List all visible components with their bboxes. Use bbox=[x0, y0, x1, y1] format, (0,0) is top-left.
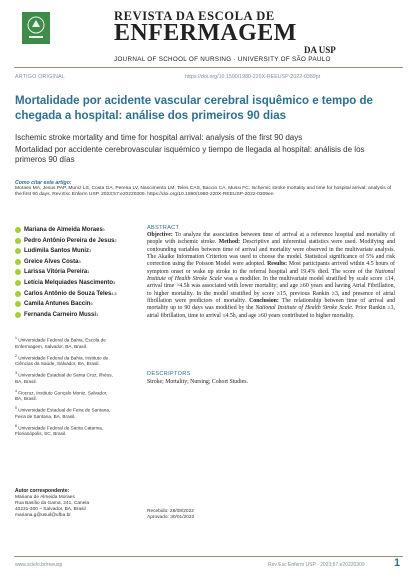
method-text: Descriptive and inferential statistics were used. Modifying and confounding variables between time of arrival and mortality were observed in the multivariate analysis. The Akaike Information Criterion was used to choose the model. Statistical significance of 5% and risk correction using the Poisson Model were adopted. bbox=[147, 239, 395, 268]
author-item[interactable] bbox=[15, 299, 135, 310]
affiliation-number: 4 bbox=[15, 388, 17, 393]
author-affiliation-ref: 3 bbox=[89, 249, 92, 254]
journal-name-main: ENFERMAGEM bbox=[114, 20, 297, 46]
affiliation-text: Universidade Federal de Santa Catarina, Florianópolis, SC, Brasil. bbox=[15, 425, 104, 437]
author-item[interactable] bbox=[15, 257, 135, 268]
journal-name-top: REVISTA DA ESCOLA DE bbox=[114, 9, 275, 23]
page-number: 1 bbox=[394, 557, 401, 569]
correspondence-name: Mariana de Almeida Moraes bbox=[15, 495, 75, 500]
footer-citation: Rev Esc Enferm USP · 2023;57:e20220309 bbox=[268, 562, 365, 568]
affiliation-list bbox=[15, 335, 115, 440]
affiliation-item bbox=[15, 388, 115, 403]
author-item[interactable] bbox=[15, 309, 135, 320]
correspondence-email[interactable]: mariana.g@usuil@ufba.br bbox=[15, 513, 71, 518]
approved-date: Aprovado: 30/01/2023 bbox=[147, 515, 195, 520]
orcid-icon[interactable] bbox=[15, 227, 21, 233]
method-label: Method: bbox=[218, 239, 241, 246]
affiliation-number: 6 bbox=[15, 423, 17, 428]
abstract-body bbox=[147, 232, 395, 320]
citation-text: Moraes MA, Jesus PAP, Muniz LS, Costa GA, Pereira LV, Nascimento LM, Teles CAS, Baccin CA, Mussi FC. Ischemic stroke mortality and time for hospital arrival: analysis of the first 90 days. Rev Esc Enferm USP. 2023;57:e20220309. https://doi.org/10.1590/1980-220X-REEUSP-2022-0309en bbox=[15, 186, 392, 198]
results-text-a: Most participants arrived within 4.5 hours of symptom onset or wake up stroke to the referral hospital and 19.4% died. The score of the bbox=[147, 261, 395, 275]
author-affiliation-ref: 1 bbox=[96, 312, 99, 317]
article-title-portuguese: Mortalidade por acidente vascular cerebral isquêmico e tempo de chegada a hospital: análise dos primeiros 90 dias bbox=[15, 95, 373, 122]
author-item[interactable] bbox=[15, 225, 135, 236]
author-item[interactable] bbox=[15, 278, 135, 289]
citation-label: Como citar este artigo: bbox=[15, 180, 72, 186]
correspondence-label: Autor correspondente: bbox=[15, 488, 70, 494]
affiliation-item bbox=[15, 405, 115, 420]
orcid-icon[interactable] bbox=[15, 291, 21, 297]
abstract-heading: ABSTRACT bbox=[147, 225, 180, 231]
affiliation-item bbox=[15, 353, 115, 368]
affiliation-item bbox=[15, 423, 115, 438]
author-affiliation-ref: 6 bbox=[90, 302, 93, 307]
article-type: ARTIGO ORIGINAL bbox=[15, 74, 65, 80]
author-name: Greice Alves Costa bbox=[24, 258, 79, 265]
objective-label: Objective: bbox=[147, 232, 173, 238]
affiliation-text: Universidade Federal da Bahia, Escola de Enfermagem, Salvador, BA, Brasil. bbox=[15, 337, 106, 349]
conclusion-scale-name: National Institute of Health Stroke Scale bbox=[255, 305, 352, 312]
orcid-icon[interactable] bbox=[15, 301, 21, 307]
correspondence-street: Rua Basílio da Gama, 241, Canela bbox=[15, 501, 90, 506]
author-name: Carlos Antônio de Souza Teles bbox=[24, 290, 112, 297]
affiliation-text: Universidade Federal da Bahia, Instituto de Ciências da Saúde, Salvador, BA, Brasil. bbox=[15, 355, 109, 367]
affiliation-item bbox=[15, 370, 115, 385]
orcid-icon[interactable] bbox=[15, 269, 21, 275]
footer-website-link[interactable]: www.scielo.br/reeusp bbox=[15, 562, 63, 568]
descriptors-text: Stroke; Mortality; Nursing; Cohort Studies. bbox=[147, 379, 248, 385]
results-scale-name: National Institute of Health Stroke Scale bbox=[147, 268, 395, 283]
journal-name-usp: DA USP bbox=[304, 45, 336, 55]
author-affiliation-ref: 1 bbox=[102, 228, 105, 233]
affiliation-number: 3 bbox=[15, 371, 17, 376]
affiliation-text: Universidade Estadual de Santa Cruz, Ilhéus, BA, Brasil. bbox=[15, 372, 113, 384]
affiliation-text: Fiocruz, Instituto Gonçalo Moniz, Salvador, BA, Brasil. bbox=[15, 390, 108, 402]
school-seal-icon bbox=[22, 12, 50, 44]
results-text-b: was a modifier. In the multivariate model stratified by scale score ≤14, arrival time >4.5h was associated with lower mortality; and age ≥60 years and having Atrial Fibrillation, to higher mortality. In the model stratified by score ≥15, previous Rankin ≥3, and presence of atrial fibrillation were predictors of mortality. bbox=[147, 276, 395, 305]
descriptors-heading: DESCRIPTORS bbox=[147, 371, 191, 377]
author-name: Ludimila Santos Muniz bbox=[24, 248, 90, 255]
author-list bbox=[15, 225, 135, 320]
author-item[interactable] bbox=[15, 267, 135, 278]
orcid-icon[interactable] bbox=[15, 280, 21, 286]
affiliation-number: 5 bbox=[15, 406, 17, 411]
affiliation-number: 2 bbox=[15, 353, 17, 358]
article-title-english: Ischemic stroke mortality and time for hospital arrival: analysis of the first 90 days bbox=[15, 133, 303, 142]
author-item[interactable] bbox=[15, 288, 135, 299]
conclusion-label: Conclusion: bbox=[249, 298, 279, 305]
correspondence-city: 40231-300 – Salvador, BA, Brasil bbox=[15, 507, 86, 512]
author-name: Letícia Melquiades Nascimento bbox=[24, 280, 114, 286]
header-divider bbox=[14, 67, 403, 68]
doi-link[interactable]: https://doi.org/10.1590/1980-220X-REEUSP-2022-0389pt bbox=[185, 74, 321, 80]
author-name: Pedro Antônio Pereira de Jesus bbox=[24, 237, 115, 244]
conclusion-text-b: . Prior Rankin ≥3, atrial fibrillation, time to arrival ≤4.5h, and age ≥60 years contributed to higher mortality. bbox=[147, 305, 395, 319]
orcid-icon[interactable] bbox=[15, 238, 21, 244]
author-item[interactable] bbox=[15, 236, 135, 247]
article-title-spanish: Mortalidad por accidente cerebrovascular isquémico y tiempo de llegada al hospital: análisis de los primeros 90 días bbox=[15, 145, 365, 164]
author-affiliation-ref: 3 bbox=[113, 281, 116, 285]
results-label: Results: bbox=[267, 261, 288, 268]
affiliation-number: 1 bbox=[15, 336, 17, 340]
footer-divider bbox=[14, 556, 403, 557]
affiliation-item bbox=[15, 335, 115, 350]
author-affiliation-ref: 3 bbox=[78, 259, 81, 264]
received-date: Recebido: 28/08/2022 bbox=[147, 509, 194, 514]
author-name: Larissa Vitória Pereira bbox=[24, 269, 88, 276]
author-affiliation-ref: 1 bbox=[87, 270, 90, 275]
orcid-icon[interactable] bbox=[15, 259, 21, 265]
author-affiliation-ref: 4,5 bbox=[111, 291, 117, 296]
author-name: Camila Antunes Baccin bbox=[24, 301, 91, 308]
orcid-icon[interactable] bbox=[15, 312, 21, 318]
author-name: Mariana de Almeida Moraes bbox=[24, 227, 103, 234]
journal-name-english: JOURNAL OF SCHOOL OF NURSING · UNIVERSITY OF SÃO PAULO bbox=[114, 56, 331, 63]
author-item[interactable] bbox=[15, 246, 135, 257]
conclusion-text-a: The relationship between time of arrival and mortality up to 90 days was modified by the bbox=[147, 298, 395, 312]
author-name: Fernanda Carneiro Mussi bbox=[24, 311, 97, 318]
objective-text: To analyze the association between time of arrival at a reference hospital and mortality of people with ischemic stroke. bbox=[147, 232, 395, 246]
orcid-icon[interactable] bbox=[15, 248, 21, 254]
author-affiliation-ref: 2 bbox=[114, 238, 117, 243]
affiliation-text: Universidade Estadual de Feira de Santana, Feira de Santana, BA, Brasil. bbox=[15, 407, 111, 419]
